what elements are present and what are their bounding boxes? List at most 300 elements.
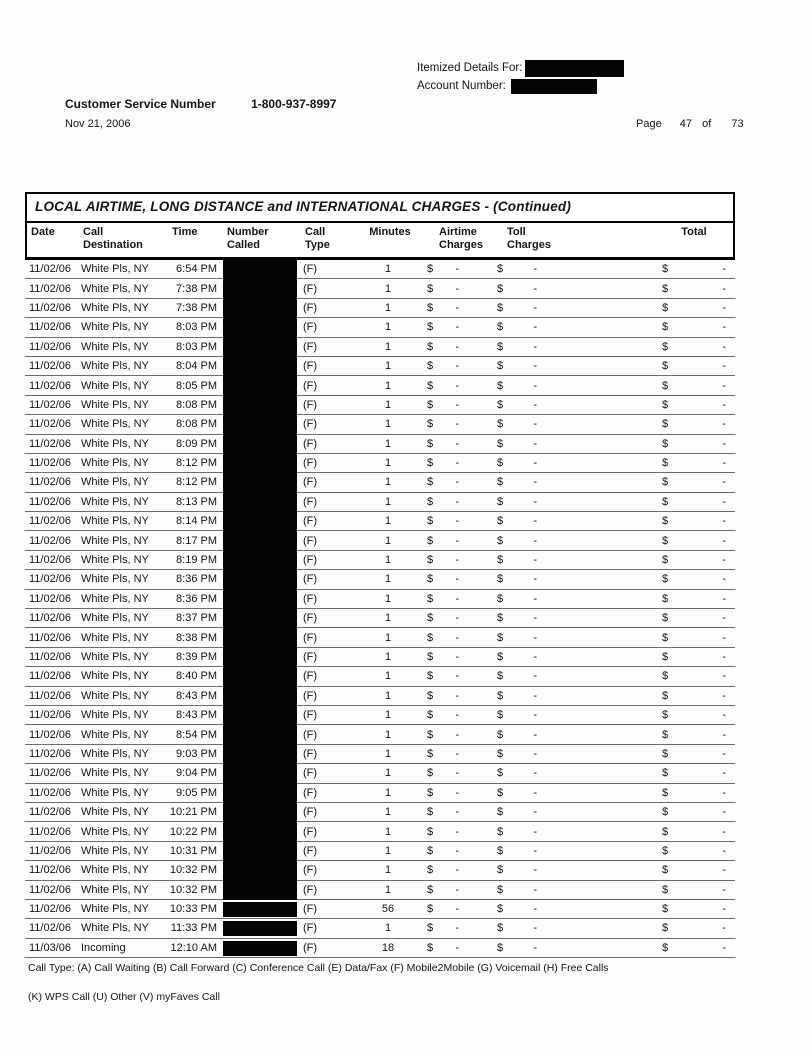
number-called [223, 900, 303, 918]
charge-amount: - [455, 573, 459, 586]
call-destination: Incoming [81, 941, 126, 954]
currency-symbol: $ [497, 825, 504, 838]
toll-charge [495, 861, 591, 879]
currency-symbol: $ [427, 709, 434, 722]
redaction-bar [223, 415, 297, 434]
call-detail-row [25, 667, 735, 686]
redaction-bar [223, 318, 297, 337]
call-detail-row [25, 784, 735, 803]
charge-amount: - [455, 476, 459, 489]
currency-symbol: $ [662, 922, 669, 935]
redaction-bar [223, 861, 297, 880]
currency-symbol: $ [497, 263, 504, 276]
toll-charge [495, 435, 591, 453]
currency-symbol: $ [497, 786, 504, 799]
charge-amount: - [533, 573, 537, 586]
airtime-charge [423, 376, 495, 394]
currency-symbol: $ [497, 747, 504, 760]
call-detail-row [25, 260, 735, 279]
call-date: 11/02/06 [29, 418, 72, 431]
currency-symbol: $ [662, 651, 669, 663]
column-header-dest: Call Destination [83, 226, 143, 251]
toll-charge [495, 687, 591, 705]
currency-symbol: $ [662, 941, 669, 954]
currency-symbol: $ [662, 883, 669, 896]
currency-symbol: $ [427, 786, 434, 799]
airtime-charge [423, 318, 495, 336]
airtime-charge [423, 764, 495, 782]
call-detail-row [25, 590, 735, 609]
call-date: 11/02/06 [29, 689, 72, 702]
toll-charge [495, 551, 591, 569]
call-destination: White Pls, NY [81, 418, 149, 431]
redaction-bar [223, 590, 297, 609]
total-charge [657, 687, 735, 705]
call-date: 11/02/06 [29, 709, 72, 722]
charge-amount: - [722, 941, 726, 954]
call-destination: White Pls, NY [81, 922, 149, 935]
toll-charge [495, 939, 591, 957]
redaction-bar [223, 822, 297, 841]
toll-charge [495, 822, 591, 840]
total-charge [657, 842, 735, 860]
column-header-total: Total [681, 226, 707, 238]
call-time: 8:12 PM [176, 457, 217, 470]
toll-charge [495, 279, 591, 297]
redaction-bar [223, 299, 297, 318]
call-time: 10:22 PM [169, 825, 217, 838]
airtime-charge [423, 357, 495, 375]
call-time: 8:39 PM [176, 651, 217, 663]
charge-amount: - [455, 806, 459, 819]
charge-amount: - [533, 883, 537, 896]
minutes: 1 [384, 282, 392, 295]
charge-amount: - [722, 301, 726, 314]
currency-symbol: $ [662, 903, 669, 916]
call-time: 8:17 PM [176, 534, 217, 547]
toll-charge [495, 299, 591, 317]
minutes: 1 [384, 864, 392, 877]
call-date: 11/02/06 [29, 554, 72, 567]
airtime-charge [423, 590, 495, 608]
number-called [223, 667, 303, 685]
currency-symbol: $ [497, 903, 504, 916]
call-destination: White Pls, NY [81, 476, 149, 489]
toll-charge [495, 357, 591, 375]
call-time: 11:33 PM [170, 922, 217, 935]
total-charge [657, 435, 735, 453]
charge-amount: - [533, 321, 537, 334]
charge-amount: - [533, 709, 537, 722]
currency-symbol: $ [662, 398, 669, 411]
currency-symbol: $ [427, 922, 434, 935]
call-date: 11/02/06 [29, 340, 72, 353]
call-date: 11/02/06 [29, 398, 72, 411]
call-type: (F) [303, 612, 318, 625]
total-charge [657, 881, 735, 899]
airtime-charge [423, 667, 495, 685]
redacted-customer-name [525, 60, 624, 77]
minutes: 1 [384, 883, 392, 896]
charge-amount: - [722, 786, 726, 799]
call-type-legend-line1: Call Type: (A) Call Waiting (B) Call Forward (C) Conference Call (E) Data/Fax (F) Mobile2Mobile (G) Voicemail (H) Free Calls [28, 962, 609, 974]
currency-symbol: $ [497, 379, 504, 392]
call-detail-row [25, 551, 735, 570]
redaction-bar [223, 842, 297, 861]
toll-charge [495, 784, 591, 802]
toll-charge [495, 706, 591, 724]
call-date: 11/02/06 [29, 631, 72, 644]
airtime-charge [423, 881, 495, 899]
charge-amount: - [533, 554, 537, 567]
currency-symbol: $ [497, 534, 504, 547]
call-destination: White Pls, NY [81, 573, 149, 586]
charge-amount: - [722, 418, 726, 431]
minutes: 1 [384, 263, 392, 276]
currency-symbol: $ [427, 592, 434, 605]
itemized-details-label: Itemized Details For: [417, 62, 523, 74]
minutes: 1 [384, 844, 392, 857]
minutes: 1 [384, 379, 392, 392]
currency-symbol: $ [497, 321, 504, 334]
itemized-for-row [417, 59, 624, 77]
call-type: (F) [303, 263, 318, 276]
number-called [223, 318, 303, 336]
charge-amount: - [533, 767, 537, 780]
number-called [223, 706, 303, 724]
toll-charge [495, 628, 591, 646]
number-called [223, 822, 303, 840]
call-date: 11/02/06 [29, 651, 72, 663]
call-date: 11/02/06 [29, 515, 72, 528]
airtime-charge [423, 822, 495, 840]
minutes: 1 [384, 573, 392, 586]
currency-symbol: $ [662, 670, 669, 683]
call-destination: White Pls, NY [81, 612, 149, 625]
toll-charge [495, 648, 591, 666]
column-header-type: Call Type [305, 226, 330, 251]
minutes: 1 [384, 495, 392, 508]
currency-symbol: $ [427, 631, 434, 644]
charge-amount: - [533, 457, 537, 470]
call-date: 11/02/06 [29, 282, 72, 295]
call-destination: White Pls, NY [81, 689, 149, 702]
toll-charge [495, 415, 591, 433]
number-called [223, 939, 303, 957]
charge-amount: - [533, 534, 537, 547]
toll-charge [495, 338, 591, 356]
toll-charge [495, 260, 591, 278]
charge-amount: - [722, 883, 726, 896]
charge-amount: - [455, 515, 459, 528]
call-type: (F) [303, 418, 318, 431]
call-destination: White Pls, NY [81, 437, 149, 450]
call-time: 8:43 PM [176, 689, 217, 702]
toll-charge [495, 745, 591, 763]
column-header-min: Minutes [369, 226, 411, 238]
call-destination: White Pls, NY [81, 495, 149, 508]
column-header-toll: Toll Charges [507, 226, 552, 251]
total-charge [657, 725, 735, 743]
currency-symbol: $ [497, 437, 504, 450]
charge-amount: - [455, 398, 459, 411]
charge-amount: - [722, 651, 726, 663]
call-type: (F) [303, 864, 318, 877]
charge-amount: - [722, 844, 726, 857]
call-time: 10:31 PM [169, 844, 217, 857]
call-type: (F) [303, 321, 318, 334]
table-title: LOCAL AIRTIME, LONG DISTANCE and INTERNATIONAL CHARGES - (Continued) [27, 194, 733, 223]
currency-symbol: $ [662, 360, 669, 373]
call-type: (F) [303, 883, 318, 896]
airtime-charge [423, 512, 495, 530]
currency-symbol: $ [662, 689, 669, 702]
call-destination: White Pls, NY [81, 398, 149, 411]
charge-amount: - [533, 786, 537, 799]
redaction-bar [223, 512, 297, 531]
currency-symbol: $ [662, 379, 669, 392]
redaction-bar [223, 609, 297, 628]
minutes: 1 [384, 747, 392, 760]
charge-amount: - [455, 495, 459, 508]
minutes: 1 [384, 554, 392, 567]
call-destination: White Pls, NY [81, 321, 149, 334]
call-destination: White Pls, NY [81, 340, 149, 353]
redaction-bar [223, 784, 297, 803]
number-called [223, 435, 303, 453]
currency-symbol: $ [662, 263, 669, 276]
call-date: 11/02/06 [29, 767, 72, 780]
charge-amount: - [533, 476, 537, 489]
minutes: 1 [384, 786, 392, 799]
total-charge [657, 803, 735, 821]
currency-symbol: $ [427, 534, 434, 547]
call-time: 12:10 AM [170, 941, 217, 954]
call-type: (F) [303, 747, 318, 760]
number-called [223, 376, 303, 394]
charge-amount: - [533, 864, 537, 877]
call-date: 11/02/06 [29, 592, 72, 605]
call-destination: White Pls, NY [81, 709, 149, 722]
charge-amount: - [533, 670, 537, 683]
currency-symbol: $ [662, 457, 669, 470]
redaction-bar [223, 493, 297, 512]
minutes: 1 [384, 709, 392, 722]
call-destination: White Pls, NY [81, 786, 149, 799]
charge-amount: - [722, 360, 726, 373]
redaction-bar [223, 551, 297, 570]
toll-charge [495, 919, 591, 937]
call-time: 8:03 PM [176, 321, 217, 334]
currency-symbol: $ [427, 418, 434, 431]
call-destination: White Pls, NY [81, 457, 149, 470]
charge-amount: - [455, 903, 459, 916]
airtime-charge [423, 861, 495, 879]
charge-amount: - [533, 941, 537, 954]
redaction-bar [223, 706, 297, 725]
call-detail-row [25, 764, 735, 783]
call-date: 11/02/06 [29, 728, 72, 741]
total-charge [657, 764, 735, 782]
call-detail-row [25, 706, 735, 725]
currency-symbol: $ [497, 495, 504, 508]
call-type: (F) [303, 825, 318, 838]
minutes: 1 [384, 728, 392, 741]
currency-symbol: $ [662, 786, 669, 799]
redaction-bar [223, 531, 297, 550]
charge-amount: - [533, 437, 537, 450]
total-charge [657, 396, 735, 414]
call-detail-row [25, 493, 735, 512]
airtime-charge [423, 609, 495, 627]
charge-amount: - [455, 379, 459, 392]
number-called [223, 473, 303, 491]
charge-amount: - [722, 728, 726, 741]
call-type: (F) [303, 728, 318, 741]
number-called [223, 299, 303, 317]
currency-symbol: $ [497, 476, 504, 489]
call-detail-row [25, 531, 735, 550]
charge-amount: - [722, 340, 726, 353]
charge-amount: - [455, 418, 459, 431]
total-charge [657, 745, 735, 763]
currency-symbol: $ [497, 689, 504, 702]
call-type: (F) [303, 709, 318, 722]
redaction-bar [223, 803, 297, 822]
charge-amount: - [455, 728, 459, 741]
charge-amount: - [722, 282, 726, 295]
call-destination: White Pls, NY [81, 844, 149, 857]
call-time: 8:08 PM [176, 418, 217, 431]
call-destination: White Pls, NY [81, 360, 149, 373]
number-called [223, 551, 303, 569]
column-header-num: Number Called [227, 226, 269, 251]
call-destination: White Pls, NY [81, 631, 149, 644]
number-called [223, 861, 303, 879]
call-type: (F) [303, 922, 318, 935]
charge-amount: - [722, 825, 726, 838]
airtime-charge [423, 687, 495, 705]
airtime-charge [423, 706, 495, 724]
column-header-air: Airtime Charges [439, 226, 484, 251]
currency-symbol: $ [427, 515, 434, 528]
redaction-bar [223, 667, 297, 686]
charge-amount: - [533, 922, 537, 935]
total-charge [657, 415, 735, 433]
currency-symbol: $ [427, 263, 434, 276]
minutes: 1 [384, 825, 392, 838]
call-type: (F) [303, 786, 318, 799]
minutes: 1 [384, 340, 392, 353]
call-detail-row [25, 279, 735, 298]
charge-amount: - [455, 825, 459, 838]
charge-amount: - [722, 263, 726, 276]
call-time: 8:43 PM [176, 709, 217, 722]
call-type: (F) [303, 495, 318, 508]
charge-amount: - [533, 689, 537, 702]
currency-symbol: $ [497, 612, 504, 625]
currency-symbol: $ [497, 573, 504, 586]
charge-amount: - [455, 786, 459, 799]
toll-charge [495, 590, 591, 608]
total-charge [657, 900, 735, 918]
number-called [223, 842, 303, 860]
currency-symbol: $ [662, 476, 669, 489]
currency-symbol: $ [497, 767, 504, 780]
total-charge [657, 551, 735, 569]
call-detail-row [25, 435, 735, 454]
charge-amount: - [455, 883, 459, 896]
call-date: 11/02/06 [29, 612, 72, 625]
currency-symbol: $ [497, 592, 504, 605]
number-called [223, 725, 303, 743]
minutes: 1 [384, 457, 392, 470]
currency-symbol: $ [497, 360, 504, 373]
total-charge [657, 531, 735, 549]
call-detail-row [25, 318, 735, 337]
currency-symbol: $ [662, 573, 669, 586]
currency-symbol: $ [662, 592, 669, 605]
call-time: 8:37 PM [176, 612, 217, 625]
airtime-charge [423, 454, 495, 472]
call-time: 8:05 PM [176, 379, 217, 392]
currency-symbol: $ [497, 941, 504, 954]
toll-charge [495, 396, 591, 414]
call-destination: White Pls, NY [81, 263, 149, 276]
call-date: 11/02/06 [29, 437, 72, 450]
charge-amount: - [455, 747, 459, 760]
charge-amount: - [533, 282, 537, 295]
currency-symbol: $ [427, 806, 434, 819]
call-type: (F) [303, 476, 318, 489]
charge-amount: - [533, 728, 537, 741]
currency-symbol: $ [497, 282, 504, 295]
charge-amount: - [533, 340, 537, 353]
call-date: 11/02/06 [29, 321, 72, 334]
call-date: 11/02/06 [29, 457, 72, 470]
charge-amount: - [722, 806, 726, 819]
call-detail-row [25, 803, 735, 822]
redaction-bar [223, 648, 297, 667]
minutes: 1 [384, 418, 392, 431]
currency-symbol: $ [427, 495, 434, 508]
redaction-bar [223, 570, 297, 589]
call-type: (F) [303, 941, 318, 954]
currency-symbol: $ [497, 301, 504, 314]
total-charge [657, 454, 735, 472]
call-time: 9:03 PM [176, 747, 217, 760]
customer-service-number: 1-800-937-8997 [251, 97, 337, 111]
redaction-bar [223, 473, 297, 492]
currency-symbol: $ [427, 398, 434, 411]
airtime-charge [423, 396, 495, 414]
charge-amount: - [533, 651, 537, 663]
toll-charge [495, 570, 591, 588]
call-destination: White Pls, NY [81, 670, 149, 683]
minutes: 1 [384, 592, 392, 605]
currency-symbol: $ [427, 903, 434, 916]
currency-symbol: $ [497, 457, 504, 470]
column-header-row [27, 223, 733, 257]
call-destination: White Pls, NY [81, 825, 149, 838]
customer-service-label: Customer Service Number [65, 97, 216, 111]
call-type: (F) [303, 806, 318, 819]
call-destination: White Pls, NY [81, 883, 149, 896]
call-type: (F) [303, 515, 318, 528]
call-time: 8:36 PM [176, 573, 217, 586]
currency-symbol: $ [497, 651, 504, 663]
call-detail-row [25, 919, 735, 938]
